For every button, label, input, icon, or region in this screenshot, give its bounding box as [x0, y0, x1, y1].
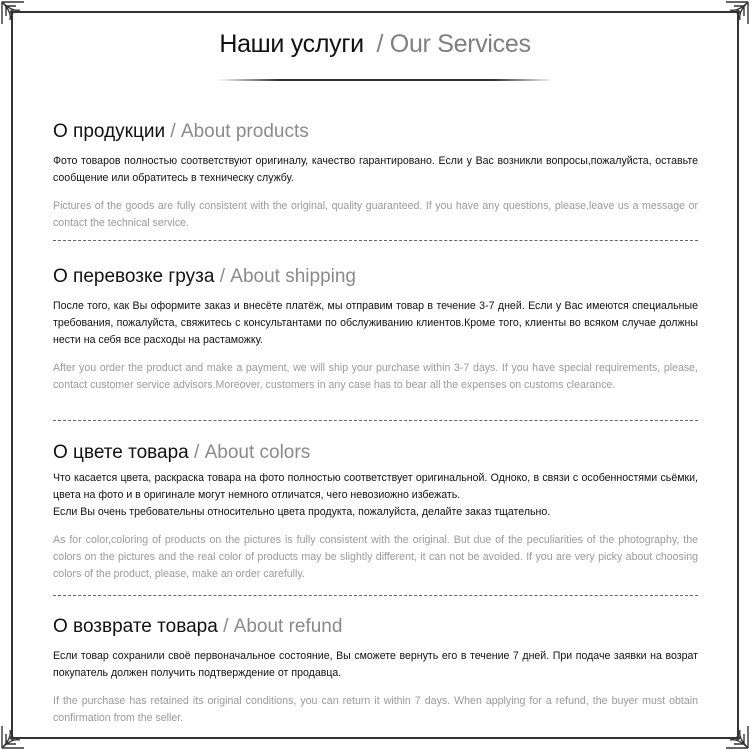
corner-ornament-icon	[0, 722, 28, 750]
page-title-en: Our Services	[389, 30, 531, 58]
page-title	[0, 30, 750, 59]
section-title-separator: /	[194, 442, 200, 463]
section-title-ru: О перевозке груза	[53, 266, 215, 287]
section-title-ru: О цвете товара	[53, 442, 189, 463]
corner-ornament-icon	[0, 0, 28, 28]
section-title	[53, 615, 698, 639]
corner-ornament-icon	[722, 0, 750, 28]
section-title-en: About refund	[233, 616, 343, 637]
section-title-en: About products	[180, 121, 309, 142]
section-title-ru: О продукции	[53, 121, 166, 142]
section-title	[53, 441, 698, 465]
section-title	[53, 265, 698, 289]
section-title-separator: /	[219, 266, 225, 287]
section-refund	[53, 615, 698, 727]
section-title-en: About colors	[204, 442, 311, 463]
section-text-en: Pictures of the goods are fully consistent with the original, quality guaranteed. If you have any questions, please,leave us a message or contact the technical service.	[53, 200, 698, 229]
section-colors	[53, 441, 698, 583]
section-text-ru: После того, как Вы оформите заказ и внесёте платёж, мы отправим товар в течение 3-7 дней. Если у Вас имеются специальные требования, пожалуйста, свяжитесь с консультантами по обслуживанию клиентов.Кроме того, клиенты во всяком случае должны нести на себя все расходы на растаможку.	[53, 300, 698, 346]
section-text-en: As for color,coloring of products on the pictures is fully consistent with the original. But due of the peculiarities of the photography, the colors on the pictures and the real color of products may be slightly different, it can not be avoided. If you are very picky about choosing colors of the product, please, make an order carefully.	[53, 534, 698, 580]
section-divider	[53, 595, 698, 596]
section-text-en: After you order the product and make a payment, we will ship your purchase within 3-7 days. If you have special requirements, please, contact customer service advisors.Moreover, customers in any case has to bear all the expenses on customs clearance.	[53, 362, 698, 391]
section-title-en: About shipping	[230, 266, 356, 287]
page-header	[0, 30, 750, 59]
page-title-separator: /	[376, 30, 384, 58]
section-products	[53, 120, 698, 232]
section-text-ru-2: Если Вы очень требовательны относительно цвета продукта, пожалуйста, делайте заказ тщательно.	[53, 506, 551, 518]
section-title-separator: /	[170, 121, 176, 142]
section-shipping	[53, 265, 698, 394]
section-text-en: If the purchase has retained its original conditions, you can return it within 7 days. When applying for a refund, the buyer must obtain confirmation from the seller.	[53, 695, 698, 724]
section-title	[53, 120, 698, 144]
section-title-separator: /	[223, 616, 229, 637]
section-text-ru: Что касается цвета, раскраска товара на фото полностью соответствует оригинальной. Одноко, в связи с особенностями сьёмки, цвета на фото и в оригинале могут немного отличатся, чего невозиожно избежать.	[53, 472, 698, 501]
section-title-ru: О возврате товара	[53, 616, 218, 637]
section-text-ru: Если товар сохранили своё первоначальное состояние, Вы сможете вернуть его в течение 7 дней. При подаче заявки на возрат покупатель должен получить подтверждение от продавца.	[53, 650, 698, 679]
section-text-ru: Фото товаров полностью соответствуют оригиналу, качество гарантировано. Если у Вас возникли вопросы,пожалуйста, оставьте сообщение или обратитесь в техническу службу.	[53, 155, 698, 184]
corner-ornament-icon	[722, 722, 750, 750]
section-divider	[53, 240, 698, 241]
header-divider	[218, 79, 554, 81]
page-title-ru: Наши услуги	[219, 30, 364, 58]
section-divider	[53, 420, 698, 421]
